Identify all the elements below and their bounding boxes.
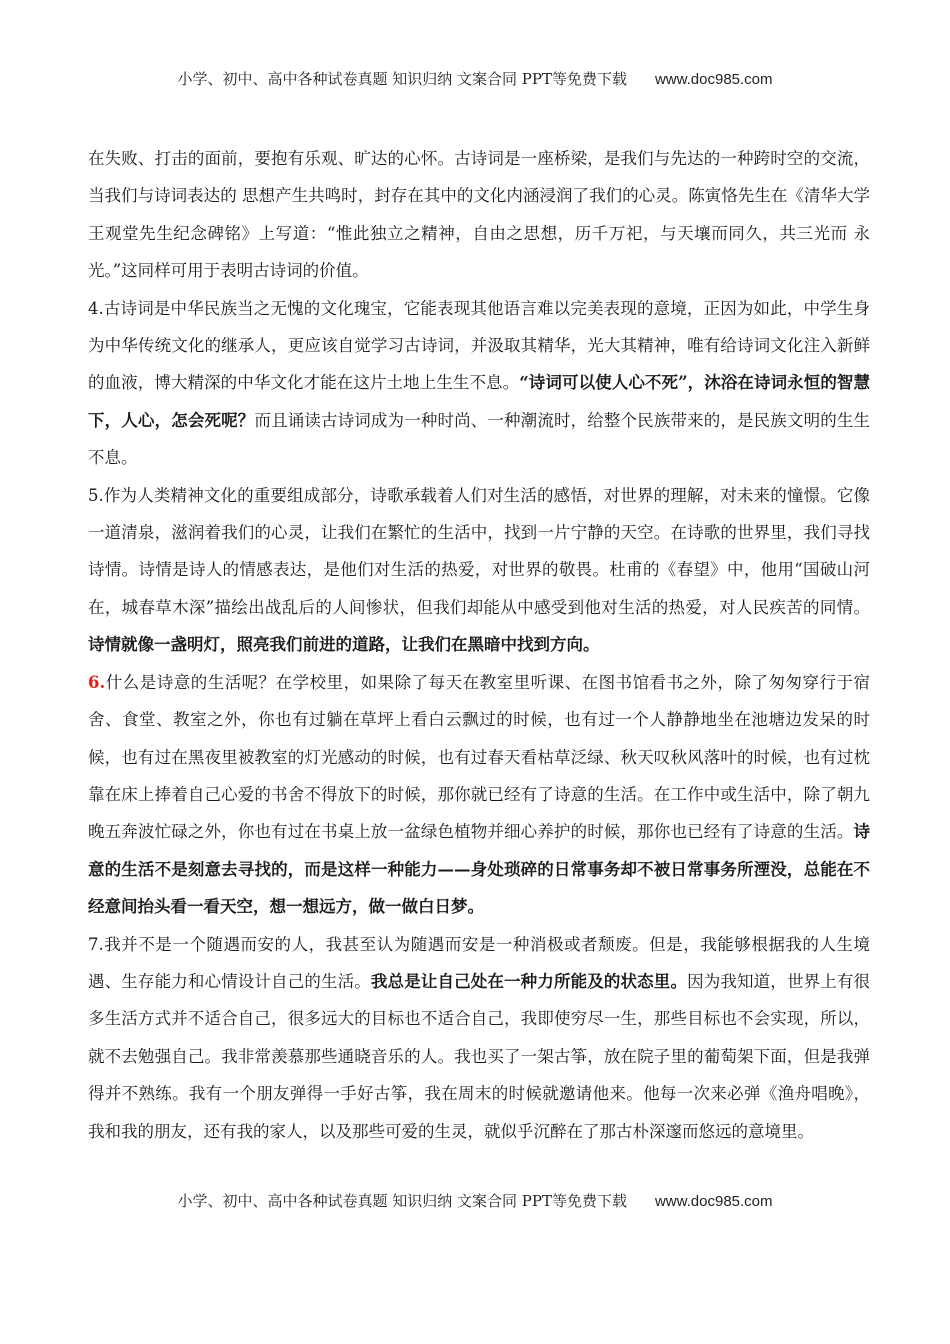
paragraph-text: 7.我并不是一个随遇而安的人，我甚至认为随遇而安是一种消极或者颓废。但是，我能够根据我的人生境遇、生存能力和心情设计自己的生活。: [88, 934, 870, 991]
paragraph-bold-text: 诗意的生活不是刻意去寻找的，而是这样一种能力——身处琐碎的日常事务却不被日常事务所湮没，总能在不经意间抬头看一看天空，想一想远方，做一做白日梦。: [88, 822, 870, 917]
paragraph-5: [88, 477, 870, 664]
paragraph-text: 4.古诗词是中华民族当之无愧的文化瑰宝，它能表现其他语言难以完美表现的意境，正因为如此，中学生身为中华传统文化的继承人，更应该自觉学习古诗词，并汲取其精华，光大其精神，唯有给诗词文化注入新鲜的血液，博大精深的中华文化才能在这片土地上生生不息。: [88, 298, 870, 393]
header-text: 小学、初中、高中各种试卷真题 知识归纳 文案合同 PPT等免费下载: [177, 70, 627, 88]
paragraph-bold-text: 诗情就像一盏明灯，照亮我们前进的道路，让我们在黑暗中找到方向。: [88, 635, 600, 655]
paragraph-6: [88, 664, 870, 926]
paragraph-bold-text: “诗词可以使人心不死”，沐浴在诗词永恒的智慧下，人心，怎会死呢？: [88, 373, 871, 430]
document-body: [88, 140, 870, 1150]
page-footer: [0, 1190, 950, 1211]
footer-url[interactable]: www.doc985.com: [654, 1193, 773, 1210]
paragraph-bold-text: 我总是让自己处在一种力所能及的状态里。: [370, 971, 688, 991]
footer-text: 小学、初中、高中各种试卷真题 知识归纳 文案合同 PPT等免费下载: [177, 1192, 627, 1210]
paragraph-text: 而且诵读古诗词成为一种时尚、一种潮流时，给整个民族带来的，是民族文明的生生不息。: [88, 410, 871, 468]
paragraph-text: 什么是诗意的生活呢？在学校里，如果除了每天在教室里听课、在图书馆看书之外，除了匆匆穿行于宿舍、食堂、教室之外，你也有过躺在草坪上看白云飘过的时候，也有过一个人静静地坐在池塘边发呆的时候，也有过在黑夜里被教室的灯光感动的时候，也有过春天看枯草泛绿、秋天叹秋风落叶的时候，也有过枕靠在床上捧着自己心爱的书舍不得放下的时候，那你就已经有了诗意的生活。在工作中或生活中，除了朝九晚五奔波忙碌之外，你也有过在书桌上放一盆绿色植物并细心养护的时候，那你也已经有了诗意的生活。: [88, 672, 870, 842]
paragraph-text: 在失败、打击的面前，要抱有乐观、旷达的心怀。古诗词是一座桥梁，是我们与先达的一种跨时空的交流， 当我们与诗词表达的 思想产生共鸣时，封存在其中的文化内涵浸润了我们的心灵。陈寅恪先生在《清华大学王观堂先生纪念碑铭》上写道：“惟此独立之精神，自由之思想，历千万祀，与天壤而同久，共三光而 永光。”这同样可用于表明古诗词的价值。: [88, 149, 870, 281]
paragraph-text: 因为我知道，世界上有很多生活方式并不适合自己，很多远大的目标也不适合自己，我即使穷尽一生，那些目标也不会实现，所以，就不去勉强自己。我非常羡慕那些通晓音乐的人。我也买了一架古筝，放在院子里的葡萄架下面，但是我弹得并不熟练。我有一个朋友弹得一手好古筝，我在周末的时候就邀请他来。他每一次来必弹《渔舟唱晚》，我和我的朋友，还有我的家人，以及那些可爱的生灵，就似乎沉醉在了那古朴深邃而悠远的意境里。: [88, 971, 871, 1141]
paragraph-number: 6.: [88, 672, 106, 692]
paragraph-4: [88, 290, 870, 477]
paragraph-3-continued: [88, 140, 870, 290]
header-url[interactable]: www.doc985.com: [654, 71, 773, 88]
paragraph-7: [88, 926, 870, 1150]
page-header: [0, 68, 950, 89]
paragraph-text: 5.作为人类精神文化的重要组成部分，诗歌承载着人们对生活的感悟，对世界的理解，对未来的憧憬。它像一道清泉，滋润着我们的心灵，让我们在繁忙的生活中，找到一片宁静的天空。在诗歌的世界里，我们寻找诗情。诗情是诗人的情感表达，是他们对生活的热爱，对世界的敬畏。杜甫的《春望》中，他用“国破山河在，城春草木深”描绘出战乱后的人间惨状，但我们却能从中感受到他对生活的热爱，对人民疾苦的同情。: [88, 485, 870, 617]
